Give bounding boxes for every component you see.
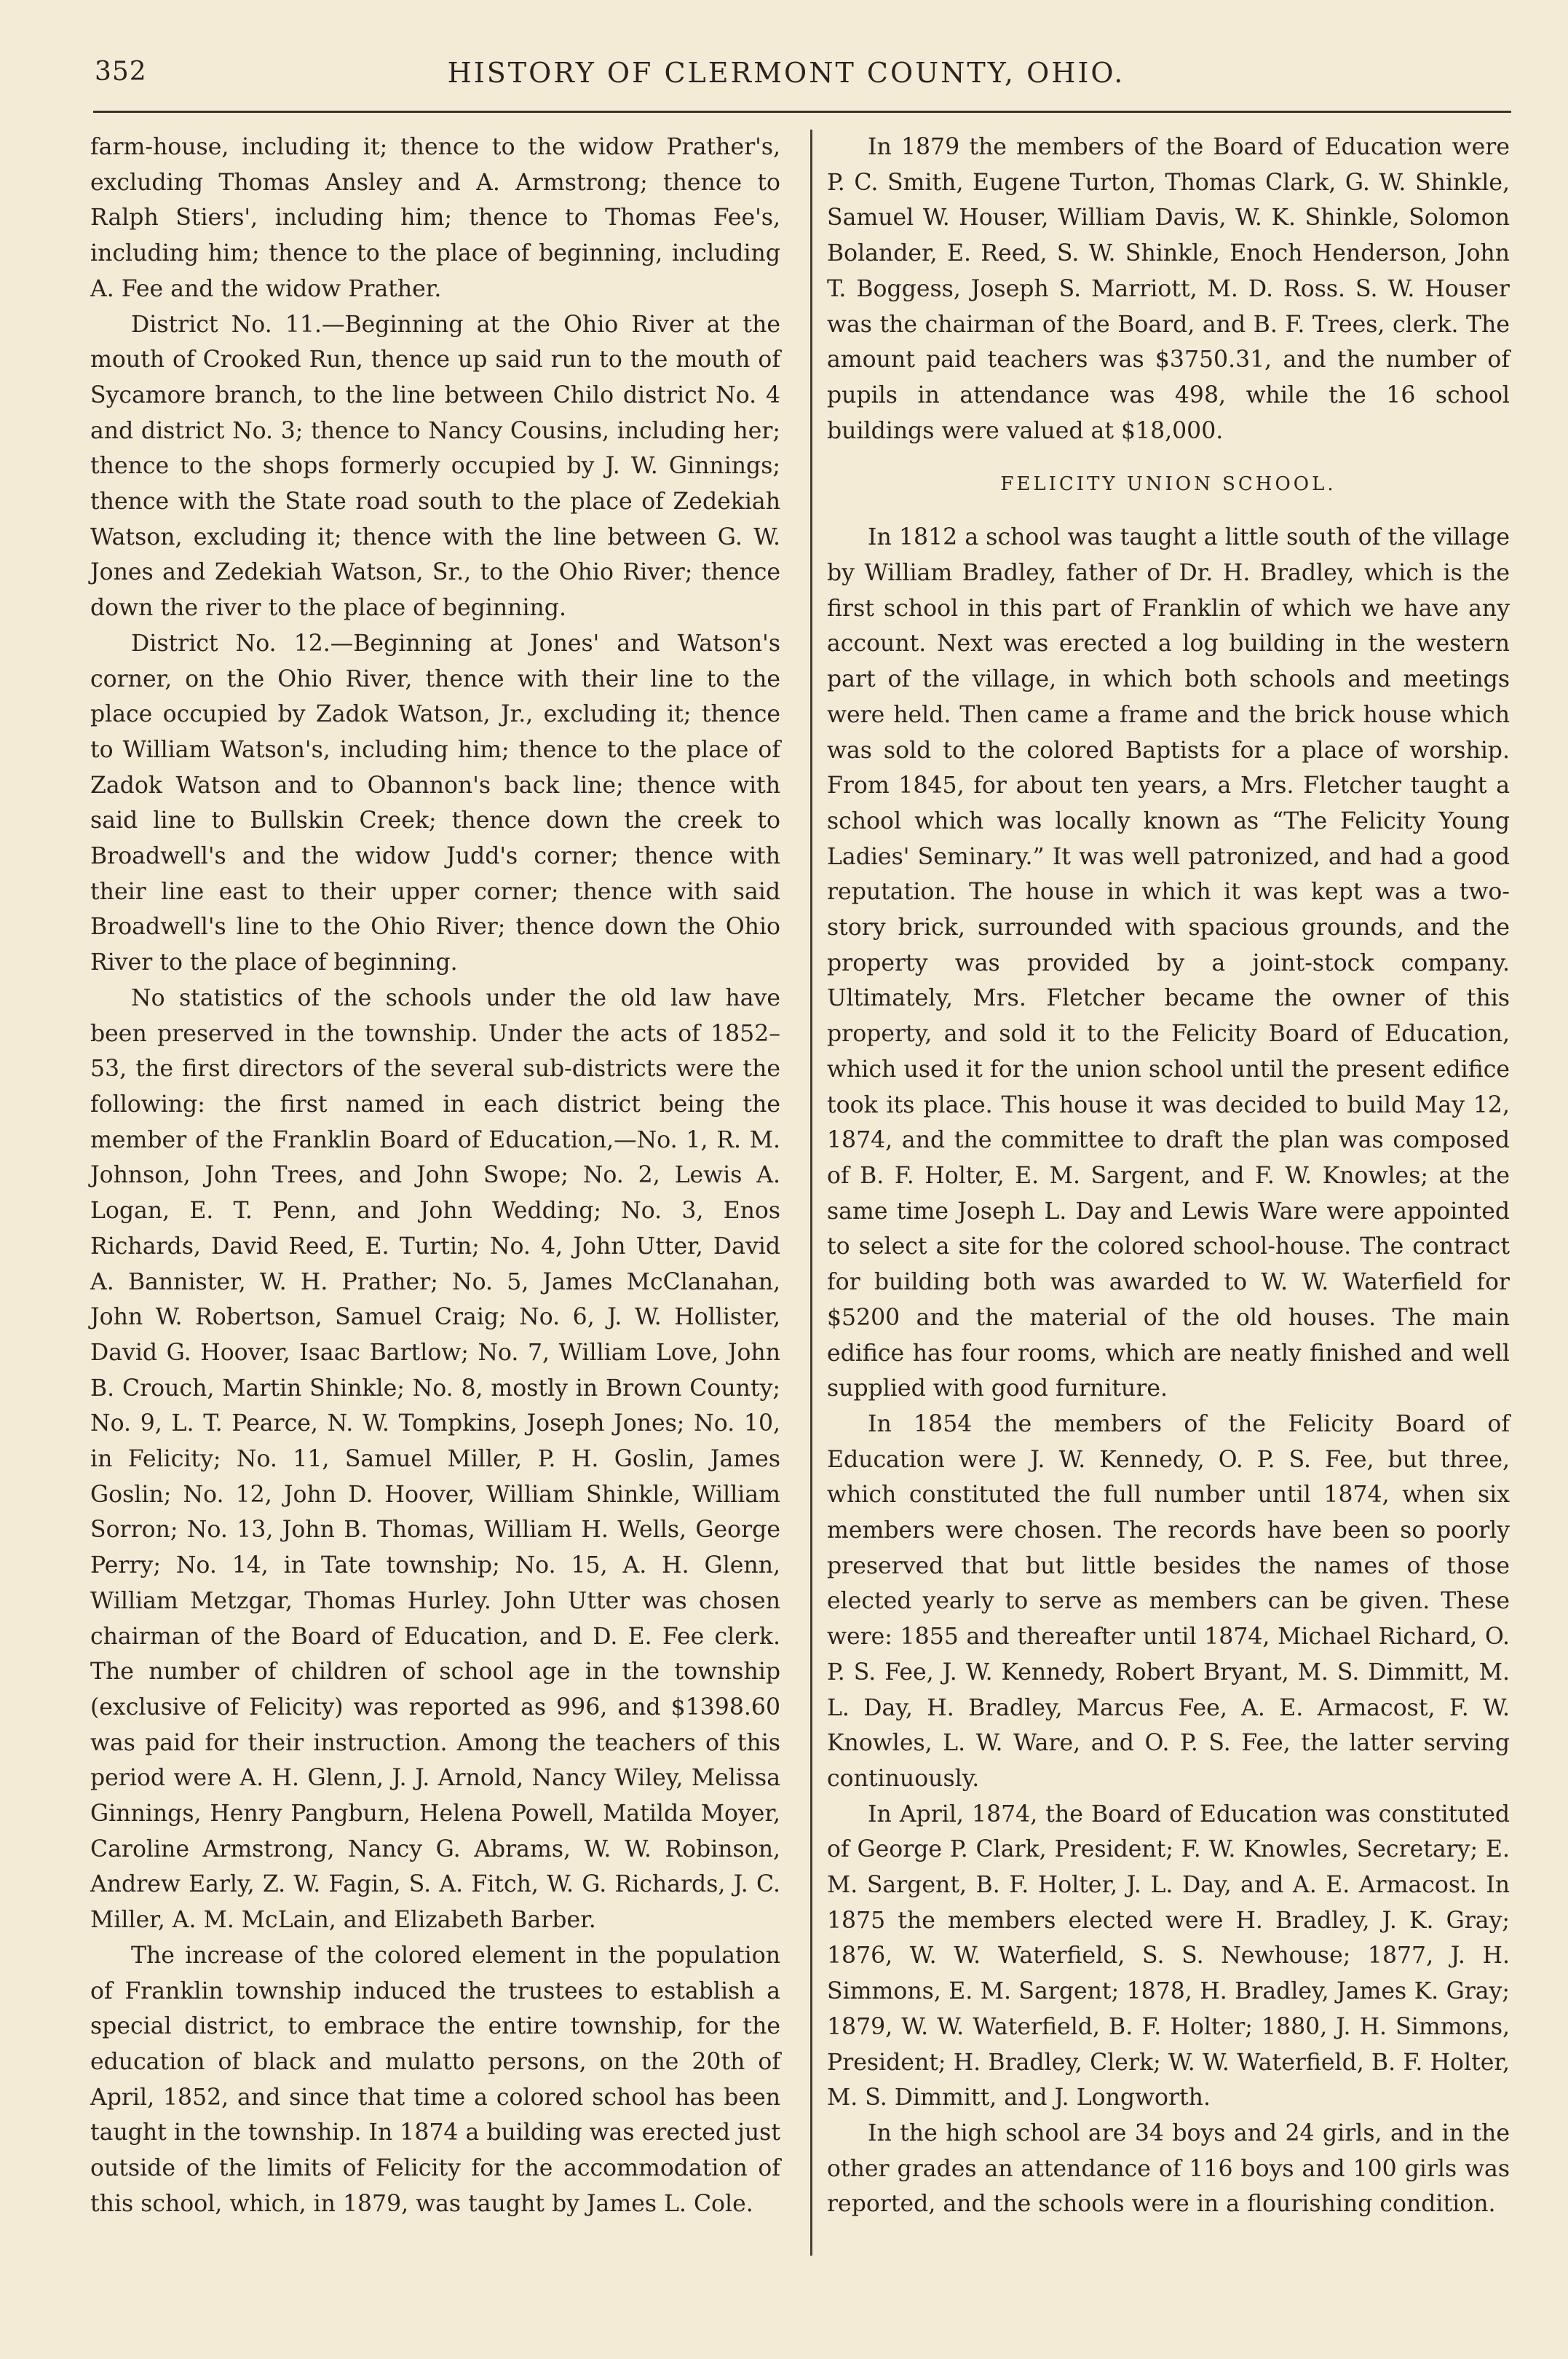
left-column [90,130,780,2221]
section-heading: FELICITY UNION SCHOOL. [1000,473,1337,496]
paragraph: The increase of the colored element in the population of Franklin township induced the trustees to establish a special district, to embrace the entire township, for the education of black and mulatto persons, on the 20th of April, 1852, and since that time a colored school has been taught in the township. In 1874 a building was erected just outside of the limits of Felicity for the accommodation of this school, which, in 1879, was taught by James L. Cole. [90,1942,780,2217]
column-divider [810,130,812,2256]
paragraph: In April, 1874, the Board of Education was constituted of George P. Clark, President; F. W. Knowles, Secretary; E. M. Sargent, B. F. Holter, J. L. Day, and A. E. Armacost. In 1875 the members elected were H. Bradley, J. K. Gray; 1876, W. W. Waterfield, S. S. Newhouse; 1877, J. H. Simmons, E. M. Sargent; 1878, H. Bradley, James K. Gray; 1879, W. W. Waterfield, B. F. Holter; 1880, J. H. Simmons, President; H. Bradley, Clerk; W. W. Waterfield, B. F. Holter, M. S. Dimmitt, and J. Longworth. [827,1801,1510,2111]
paragraph: farm-house, including it; thence to the widow Prather's, excluding Thomas Ansley and A. Armstrong; thence to Ralph Stiers', including him; thence to Thomas Fee's, including him; thence to the place of beginning, including A. Fee and the widow Prather. [90,134,780,302]
paragraph: In the high school are 34 boys and 24 girls, and in the other grades an attendance of 116 boys and 100 girls was reported, and the schools were in a flourishing condition. [827,2119,1510,2218]
right-column [827,130,1510,2222]
paragraph: In 1854 the members of the Felicity Board of Education were J. W. Kennedy, O. P. S. Fee, but three, which constituted the full number until 1874, when six members were chosen. The records have been so poorly preserved that but little besides the names of those elected yearly to serve as members can be given. These were: 1855 and thereafter until 1874, Michael Richard, O. P. S. Fee, J. W. Kennedy, Robert Bryant, M. S. Dimmitt, M. L. Day, H. Bradley, Marcus Fee, A. E. Armacost, F. W. Knowles, L. W. Ware, and O. P. S. Fee, the latter serving continuously. [827,1410,1510,1792]
paragraph: In 1879 the members of the Board of Education were P. C. Smith, Eugene Turton, Thomas Clark, G. W. Shinkle, Samuel W. Houser, William Davis, W. K. Shinkle, Solomon Bolander, E. Reed, S. W. Shinkle, Enoch Henderson, John T. Boggess, Joseph S. Marriott, M. D. Ross. S. W. Houser was the chairman of the Board, and B. F. Trees, clerk. The amount paid teachers was $3750.31, and the number of pupils in attendance was 498, while the 16 school buildings were valued at $18,000. [827,134,1510,444]
paragraph: District No. 11.—Beginning at the Ohio River at the mouth of Crooked Run, thence up said run to the mouth of Sycamore branch, to the line between Chilo district No. 4 and district No. 3; thence to Nancy Cousins, including her; thence to the shops formerly occupied by J. W. Ginnings; thence with the State road south to the place of Zedekiah Watson, excluding it; thence with the line between G. W. Jones and Zedekiah Watson, Sr., to the Ohio River; thence down the river to the place of beginning. [90,311,780,622]
running-title: HISTORY OF CLERMONT COUNTY, OHIO. [447,57,1125,89]
header-rule [93,111,1511,113]
paragraph: District No. 12.—Beginning at Jones' and Watson's corner, on the Ohio River, thence with their line to the place occupied by Zadok Watson, Jr., excluding it; thence to William Watson's, including him; thence to the place of Zadok Watson and to Obannon's back line; thence with said line to Bullskin Creek; thence down the creek to Broadwell's and the widow Judd's corner; thence with their line east to their upper corner; thence with said Broadwell's line to the Ohio River; thence down the Ohio River to the place of beginning. [90,630,780,976]
page-number: 352 [95,57,147,87]
page-header [95,57,1478,100]
paragraph: In 1812 a school was taught a little south of the village by William Bradley, father of Dr. H. Bradley, which is the first school in this part of Franklin of which we have any account. Next was erected a log building in the western part of the village, in which both schools and meetings were held. Then came a frame and the brick house which was sold to the colored Baptists for a place of worship. From 1845, for about ten years, a Mrs. Fletcher taught a school which was locally known as “The Felicity Young Ladies' Seminary.” It was well patronized, and had a good reputation. The house in which it was kept was a two-story brick, surrounded with spacious grounds, and the property was provided by a joint-stock company. Ultimately, Mrs. Fletcher became the owner of this property, and sold it to the Felicity Board of Education, which used it for the union school until the present edifice took its place. This house it was decided to build May 12, 1874, and the committee to draft the plan was composed of B. F. Holter, E. M. Sargent, and F. W. Knowles; at the same time Joseph L. Day and Lewis Ware were appointed to select a site for the colored school-house. The contract for building both was awarded to W. W. Waterfield for $5200 and the material of the old houses. The main edifice has four rooms, which are neatly finished and well supplied with good furniture. [827,524,1510,1402]
paragraph: No statistics of the schools under the old law have been preserved in the township. Under the acts of 1852–53, the first directors of the several sub-districts were the following: the first named in each district being the member of the Franklin Board of Education,—No. 1, R. M. Johnson, John Trees, and John Swope; No. 2, Lewis A. Logan, E. T. Penn, and John Wedding; No. 3, Enos Richards, David Reed, E. Turtin; No. 4, John Utter, David A. Bannister, W. H. Prather; No. 5, James McClanahan, John W. Robertson, Samuel Craig; No. 6, J. W. Hollister, David G. Hoover, Isaac Bartlow; No. 7, William Love, John B. Crouch, Martin Shinkle; No. 8, mostly in Brown County; No. 9, L. T. Pearce, N. W. Tompkins, Joseph Jones; No. 10, in Felicity; No. 11, Samuel Miller, P. H. Goslin, James Goslin; No. 12, John D. Hoover, William Shinkle, William Sorron; No. 13, John B. Thomas, William H. Wells, George Perry; No. 14, in Tate township; No. 15, A. H. Glenn, William Metzgar, Thomas Hurley. John Utter was chosen chairman of the Board of Education, and D. E. Fee clerk. The number of children of school age in the township (exclusive of Felicity) was reported as 996, and $1398.60 was paid for their instruction. Among the teachers of this period were A. H. Glenn, J. J. Arnold, Nancy Wiley, Melissa Ginnings, Henry Pangburn, Helena Powell, Matilda Moyer, Caroline Armstrong, Nancy G. Abrams, W. W. Robinson, Andrew Early, Z. W. Fagin, S. A. Fitch, W. G. Richards, J. C. Miller, A. M. McLain, and Elizabeth Barber. [90,984,780,1934]
